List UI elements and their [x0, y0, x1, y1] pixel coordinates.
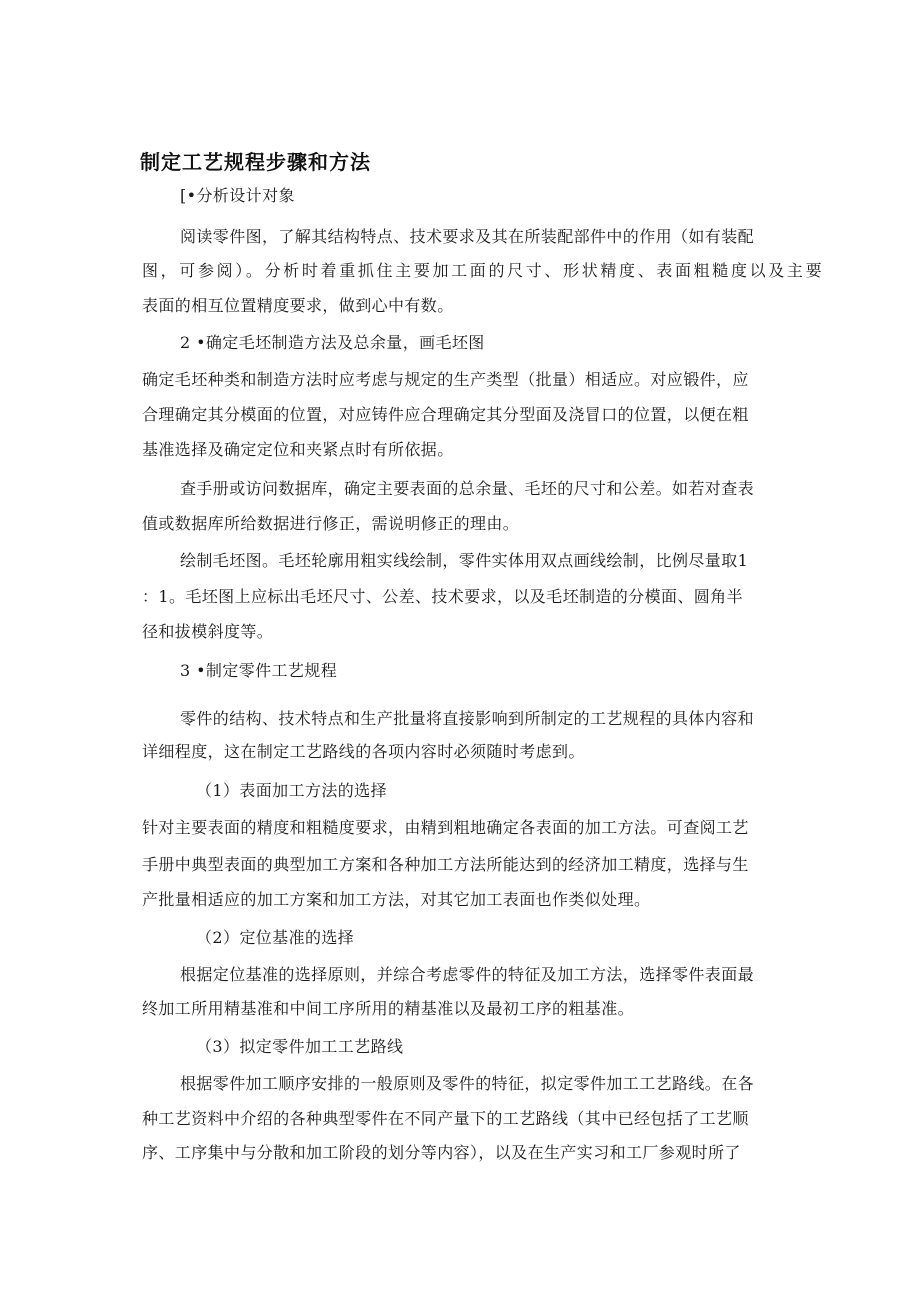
- paragraph-line: 确定毛坯种类和制造方法时应考虑与规定的生产类型（批量）相适应。对应锻件，应: [142, 370, 749, 389]
- section-heading-2: 2 •确定毛坯制造方法及总余量，画毛坯图: [180, 333, 485, 352]
- paragraph-line: 根据零件加工顺序安排的一般原则及零件的特征，拟定零件加工工艺路线。在各: [180, 1074, 755, 1093]
- paragraph-line: 手册中典型表面的典型加工方案和各种加工方法所能达到的经济加工精度，选择与生: [142, 855, 749, 874]
- paragraph-line: 终加工所用精基准和中间工序所用的精基准以及最初工序的粗基准。: [142, 999, 635, 1018]
- subsection-heading-1: （1）表面加工方法的选择: [196, 781, 387, 800]
- subsection-heading-2: （2）定位基准的选择: [196, 928, 355, 947]
- section-heading-3: 3 •制定零件工艺规程: [180, 661, 338, 680]
- paragraph-line: ：1。毛坯图上应标出毛坯尺寸、公差、技术要求，以及毛坯制造的分模面、圆角半: [142, 587, 743, 606]
- paragraph-line: 种工艺资料中介绍的各种典型零件在不同产量下的工艺路线（其中已经包括了工艺顺: [142, 1109, 749, 1128]
- section-heading-1: [•分析设计对象: [180, 186, 295, 205]
- paragraph-line: 径和拔模斜度等。: [142, 622, 274, 641]
- paragraph-line: 图，可参阅）。分析时着重抓住主要加工面的尺寸、形状精度、表面粗糙度以及主要: [142, 261, 822, 280]
- paragraph-line: 阅读零件图，了解其结构特点、技术要求及其在所装配部件中的作用（如有装配: [180, 227, 755, 246]
- paragraph-line: 查手册或访问数据库，确定主要表面的总余量、毛坯的尺寸和公差。如若对查表: [180, 479, 755, 498]
- paragraph-line: 根据定位基准的选择原则，并综合考虑零件的特征及加工方法，选择零件表面最: [180, 965, 755, 984]
- paragraph-line: 绘制毛坯图。毛坯轮廓用粗实线绘制，零件实体用双点画线绘制，比例尽量取1: [180, 551, 749, 570]
- paragraph-line: 产批量相适应的加工方案和加工方法，对其它加工表面也作类似处理。: [142, 890, 651, 909]
- paragraph-line: 值或数据库所给数据进行修正，需说明修正的理由。: [142, 514, 520, 533]
- paragraph-line: 基准选择及确定定位和夹紧点时有所依据。: [142, 440, 454, 459]
- paragraph-line: 零件的结构、技术特点和生产批量将直接影响到所制定的工艺规程的具体内容和: [180, 709, 755, 728]
- subsection-heading-3: （3）拟定零件加工工艺路线: [196, 1037, 404, 1056]
- paragraph-line: 详细程度，这在制定工艺路线的各项内容时必须随时考虑到。: [142, 742, 585, 761]
- paragraph-line: 针对主要表面的精度和粗糙度要求，由精到粗地确定各表面的加工方法。可查阅工艺: [142, 818, 749, 837]
- paragraph-line: 表面的相互位置精度要求，做到心中有数。: [142, 296, 454, 315]
- paragraph-line: 序、工序集中与分散和加工阶段的划分等内容），以及在生产实习和工厂参观时所了: [142, 1143, 741, 1162]
- paragraph-line: 合理确定其分模面的位置，对应铸件应合理确定其分型面及浇冒口的位置，以便在粗: [142, 405, 749, 424]
- page-title: 制定工艺规程步骤和方法: [140, 150, 371, 174]
